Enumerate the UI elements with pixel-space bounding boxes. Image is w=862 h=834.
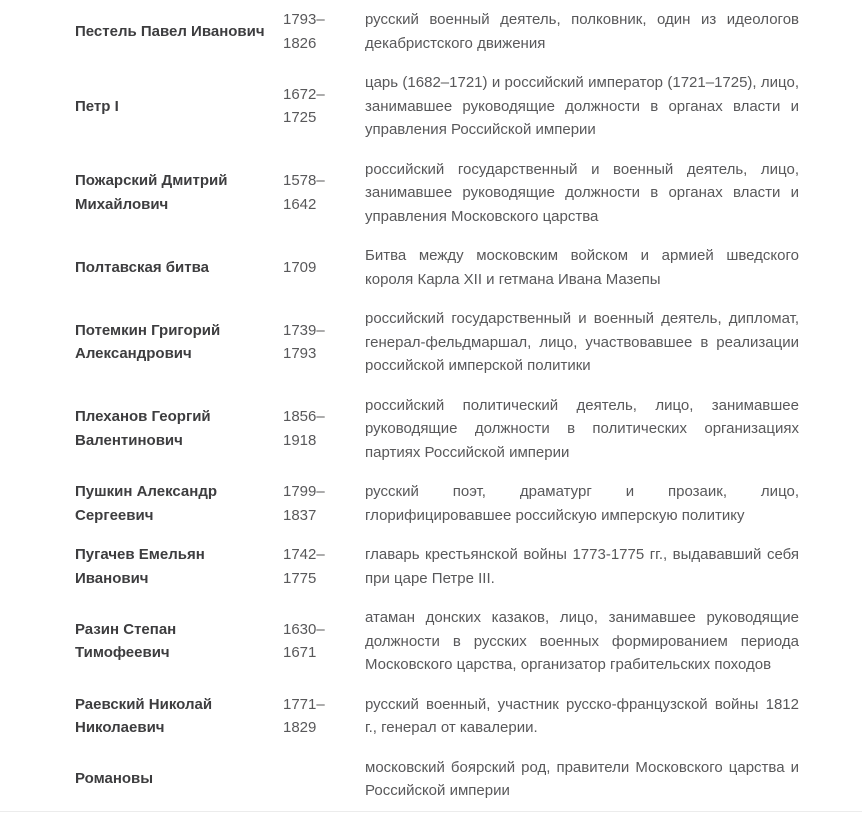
row-name: Пугачев Емельян Иванович [75, 546, 205, 587]
row-dates: 1709 [283, 258, 317, 276]
table-row [0, 150, 862, 237]
row-description: русский военный, участник русско-французской войны 1812 г., генерал от кавалерии. [365, 695, 799, 736]
row-dates: 1739– 1793 [283, 321, 325, 363]
table-row [0, 63, 862, 150]
table-row [0, 0, 862, 63]
table-row [0, 598, 862, 685]
table-row [0, 748, 862, 811]
row-description: российский государственный и военный деятель, лицо, занимавшее руководящие должности в органах власти и управления Московского царства [365, 160, 799, 225]
row-dates: 1793– 1826 [283, 11, 325, 52]
row-name: Петр I [75, 97, 119, 115]
row-description: русский поэт, драматург и прозаик, лицо, глорифицировавшее российскую имперскую политику [365, 483, 799, 524]
row-dates: 1856– 1918 [283, 408, 325, 449]
table-row [0, 299, 862, 386]
row-name: Раевский Николай Николаевич [75, 695, 213, 736]
table-row [0, 472, 862, 535]
row-description: московский боярский род, правители Московского царства и Российской империи [365, 758, 799, 799]
table-row [0, 535, 862, 598]
row-name: Пестель Павел Иванович [75, 22, 265, 40]
table-row [0, 386, 862, 473]
row-dates: 1672– 1725 [283, 85, 325, 127]
row-description: атаман донских казаков, лицо, занимавшее руководящие должности в русских военных формированием периода Московского царства, организатор грабительских походов [365, 609, 799, 673]
table-row [0, 685, 862, 748]
table-row [0, 236, 862, 299]
row-description: российский государственный и военный деятель, дипломат, генерал-фельдмаршал, лицо, участвовавшее в реализации российской имперской политики [365, 310, 799, 374]
row-dates: 1578– 1642 [283, 172, 325, 213]
row-name: Пожарский Дмитрий Михайлович [75, 172, 228, 213]
row-description: царь (1682–1721) и российский император (1721–1725), лицо, занимавшее руководящие должности в органах власти и управления Российской империи [365, 74, 799, 138]
row-name: Разин Степан Тимофеевич [75, 620, 177, 662]
row-name: Полтавская битва [75, 258, 209, 276]
row-description: российский политический деятель, лицо, занимавшее руководящие должности в политических организациях партиях Российской империи [365, 396, 799, 461]
row-name: Романовы [75, 770, 154, 788]
row-name: Плеханов Георгий Валентинович [75, 408, 211, 449]
row-description: русский военный деятель, полковник, один из идеологов декабристского движения [365, 11, 799, 52]
row-description: главарь крестьянской войны 1773-1775 гг., выдававший себя при царе Петре III. [365, 546, 799, 587]
row-dates: 1771– 1829 [283, 695, 325, 736]
row-name: Потемкин Григорий Александрович [75, 321, 221, 363]
row-dates: 1799– 1837 [283, 483, 325, 524]
row-dates: 1742– 1775 [283, 546, 325, 587]
row-dates: 1630– 1671 [283, 620, 325, 662]
row-name: Пушкин Александр Сергеевич [75, 483, 218, 524]
row-description: Битва между московским войском и армией шведского короля Карла XII и гетмана Ивана Мазепы [365, 247, 799, 288]
